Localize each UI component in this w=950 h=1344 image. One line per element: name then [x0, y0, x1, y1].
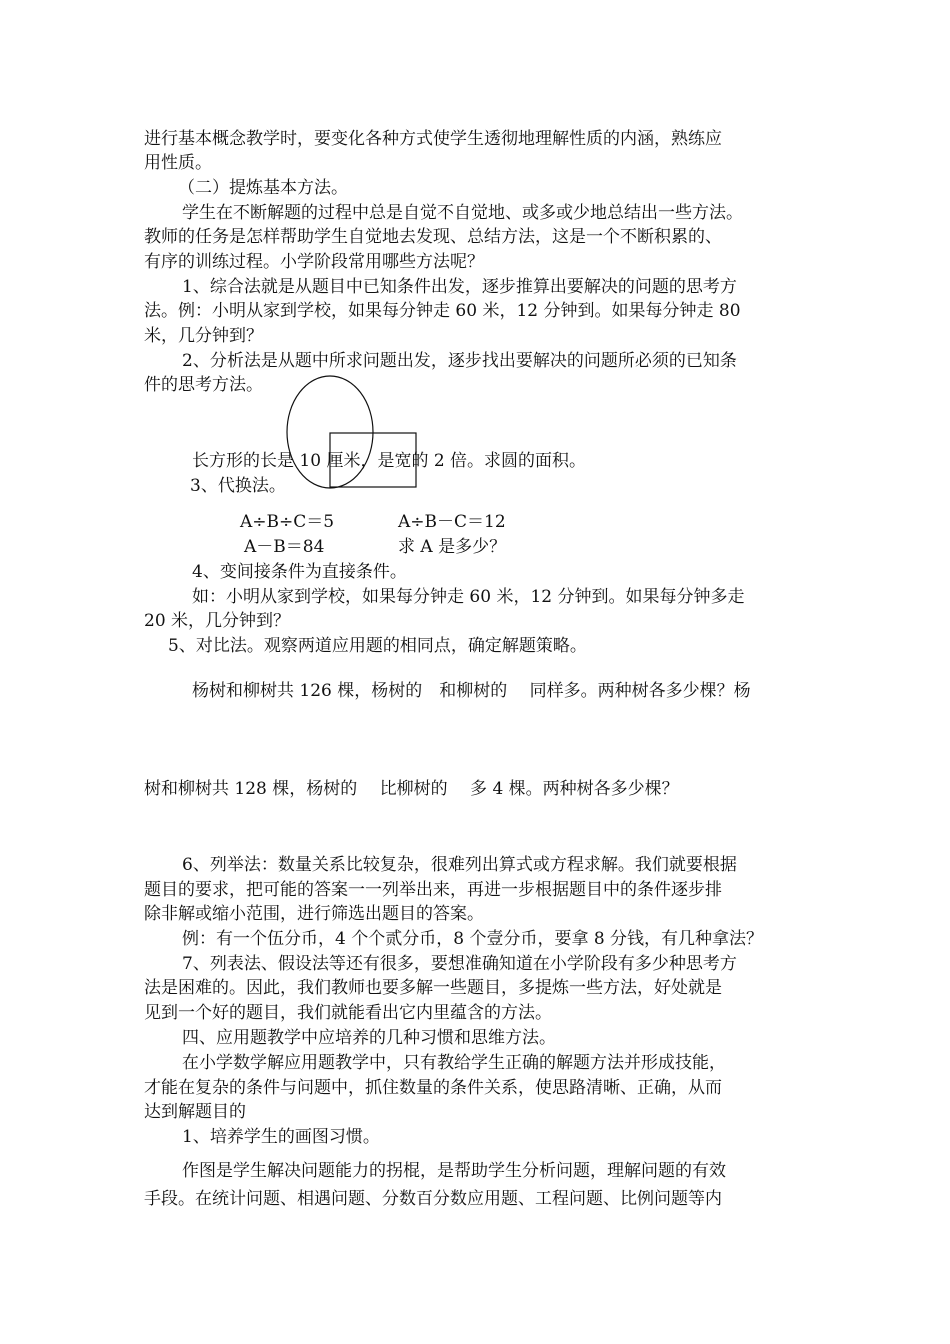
section-heading: （二）提炼基本方法。	[178, 178, 348, 198]
text-line: 3、代换法。	[190, 476, 286, 496]
text-line: 教师的任务是怎样帮助学生自觉地去发现、总结方法，这是一个不断积累的、	[144, 227, 722, 247]
equation: A÷B÷C＝5	[240, 512, 335, 532]
text-line: 作图是学生解决问题能力的拐棍，是帮助学生分析问题，理解问题的有效	[182, 1161, 726, 1181]
equation: A÷B－C＝12	[398, 512, 506, 532]
text-line: 件的思考方法。	[144, 375, 263, 395]
text-line: 1、培养学生的画图习惯。	[182, 1127, 380, 1147]
text-line: 2、分析法是从题中所求问题出发，逐步找出要解决的问题所必须的已知条	[182, 351, 737, 371]
equation: 求 A 是多少？	[398, 537, 507, 557]
text-line: 1、综合法就是从题目中已知条件出发，逐步推算出要解决的问题的思考方	[182, 277, 737, 297]
text-line: 有序的训练过程。小学阶段常用哪些方法呢？	[144, 252, 484, 272]
text-line: 5、对比法。观察两道应用题的相同点，确定解题策略。	[168, 636, 587, 656]
text-line: 树和柳树共 128 棵，杨树的 比柳树的 多 4 棵。两种树各多少棵？	[144, 779, 679, 799]
text-line: 例：有一个伍分币，4 个个贰分币，8 个壹分币，要拿 8 分钱，有几种拿法？	[182, 929, 764, 949]
text-line: 见到一个好的题目，我们就能看出它内里蕴含的方法。	[144, 1003, 552, 1023]
text-line: 进行基本概念教学时，要变化各种方式使学生透彻地理解性质的内涵，熟练应	[144, 129, 722, 149]
text-line: 手段。在统计问题、相遇问题、分数百分数应用题、工程问题、比例问题等内	[144, 1189, 722, 1209]
text-line: 用性质。	[144, 153, 212, 173]
text-line: 才能在复杂的条件与问题中，抓住数量的条件关系，使思路清晰、正确，从而	[144, 1078, 722, 1098]
text-line: 除非解或缩小范围，进行筛选出题目的答案。	[144, 904, 484, 924]
text-line: 长方形的长是 10 厘米，是宽的 2 倍。求圆的面积。	[192, 451, 587, 471]
text-line: 米，几分钟到？	[144, 326, 263, 346]
section-heading: 四、应用题教学中应培养的几种习惯和思维方法。	[182, 1028, 556, 1048]
text-line: 法是困难的。因此，我们教师也要多解一些题目，多提炼一些方法，好处就是	[144, 978, 722, 998]
text-line: 在小学数学解应用题教学中，只有教给学生正确的解题方法并形成技能，	[182, 1053, 726, 1073]
text-line: 达到解题目的	[144, 1102, 246, 1122]
text-line: 如：小明从家到学校，如果每分钟走 60 米，12 分钟到。如果每分钟多走	[192, 587, 745, 607]
equation: A－B＝84	[244, 537, 325, 557]
text-line: 学生在不断解题的过程中总是自觉不自觉地、或多或少地总结出一些方法。	[182, 203, 743, 223]
text-line: 题目的要求，把可能的答案一一列举出来，再进一步根据题目中的条件逐步排	[144, 880, 722, 900]
text-line: 20 米，几分钟到？	[144, 611, 291, 631]
text-line: 4、变间接条件为直接条件。	[192, 562, 407, 582]
text-line: 杨树和柳树共 126 棵，杨树的 和柳树的 同样多。两种树各多少棵？杨	[192, 681, 751, 701]
text-line: 7、列表法、假设法等还有很多，要想准确知道在小学阶段有多少种思考方	[182, 954, 737, 974]
text-line: 6、列举法：数量关系比较复杂，很难列出算式或方程求解。我们就要根据	[182, 855, 737, 875]
text-line: 法。例：小明从家到学校，如果每分钟走 60 米，12 分钟到。如果每分钟走 80	[144, 301, 741, 321]
